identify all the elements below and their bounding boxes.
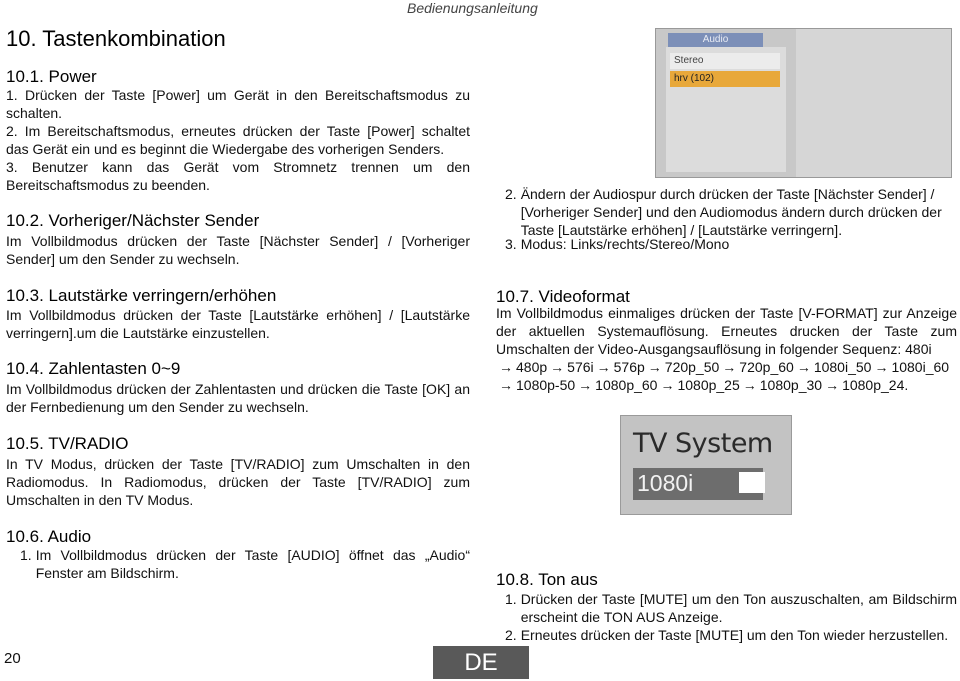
volume-body: Im Vollbildmodus drücken der Taste [Lautstärke erhöhen] / [Lautstärke verringern].um die Lautstärke einzustellen. xyxy=(6,307,470,341)
arrow-right-icon: → xyxy=(578,377,593,393)
audio-item-2-text: Ändern der Audiospur durch drücken der Taste [Nächster Sender] / [Vorheriger Sender] und den Audiomodus ändern durch drücken der Taste [Lautstärke erhöhen] / [Lautstärke verringern]. xyxy=(520,186,942,238)
seq-1080p-24: 1080p_24. xyxy=(842,377,909,393)
videoformat-body: Im Vollbildmodus einmaliges drücken der Taste [V-FORMAT] zur Anzeige der aktuellen Systemauflösung. Erneutes drucken der Taste zum Umschalten der Video-Ausgangsauflösung in folgender Sequenz: 480i xyxy=(496,305,957,357)
tvradio-body: In TV Modus, drücken der Taste [TV/RADIO] zum Umschalten in den Radiomodus. In Radiomodus, drücken der Taste [TV/RADIO] zum Umschalten in den TV Modus. xyxy=(6,456,470,508)
audio-window-screenshot xyxy=(655,28,952,178)
mute-item-1-text: Drücken der Taste [MUTE] um den Ton auszuschalten, am Bildschirm erscheint die TON AUS Anzeige. xyxy=(520,591,957,625)
mute-item-1 xyxy=(505,590,957,626)
arrow-right-icon: → xyxy=(499,377,513,393)
seq-1080p-50: 1080p-50 xyxy=(516,377,576,393)
arrow-right-icon: → xyxy=(722,359,737,375)
videoformat-sequence-line-1 xyxy=(496,358,960,376)
audio-item-2 xyxy=(505,185,957,239)
arrow-right-icon: → xyxy=(499,359,513,375)
seq-576i: 576i xyxy=(567,359,594,375)
audio-item-1-number: 1. xyxy=(20,547,32,563)
mute-item-2-number: 2. xyxy=(505,627,517,643)
arrow-right-icon: → xyxy=(742,377,757,393)
power-item-2: 2. Im Bereitschaftsmodus, erneutes drücken der Taste [Power] schaltet das Gerät ein und es beginnt die Wiedergabe des vorherigen Senders. xyxy=(6,123,470,157)
numbers-body: Im Vollbildmodus drücken der Zahlentasten und drücken die Taste [OK] an der Fernbedienung um den Sender zu wechseln. xyxy=(6,381,470,415)
audio-option-stereo: Stereo xyxy=(670,53,780,69)
audio-item-3-number: 3. xyxy=(505,236,517,252)
mute-item-2 xyxy=(505,626,957,644)
numbers-heading: 10.4. Zahlentasten 0~9 xyxy=(6,359,181,378)
audio-item-3 xyxy=(505,235,957,253)
seq-1080p-25: 1080p_25 xyxy=(677,377,740,393)
screenshot-background xyxy=(796,29,951,177)
power-item-3: 3. Benutzer kann das Gerät vom Stromnetz trennen um den Bereitschaftsmodus zu beenden. xyxy=(6,159,470,193)
seq-1080i-50: 1080i_50 xyxy=(813,359,872,375)
running-header: Bedienungsanleitung xyxy=(407,0,538,16)
arrow-right-icon: → xyxy=(660,377,675,393)
seq-720p-50: 720p_50 xyxy=(664,359,720,375)
audio-option-selected: hrv (102) xyxy=(670,71,780,87)
arrow-right-icon: → xyxy=(550,359,565,375)
prev-next-body: Im Vollbildmodus drücken der Taste [Nächster Sender] / [Vorheriger Sender] um den Sender zu wechseln. xyxy=(6,233,470,267)
volume-heading: 10.3. Lautstärke verringern/erhöhen xyxy=(6,286,277,305)
section-title: 10. Tastenkombination xyxy=(6,26,226,51)
videoformat-sequence-line-2 xyxy=(496,376,960,394)
tv-system-title: TV System xyxy=(633,428,773,459)
seq-1080i-60: 1080i_60 xyxy=(891,359,950,375)
seq-1080p-60: 1080p_60 xyxy=(595,377,658,393)
seq-576p: 576p xyxy=(613,359,645,375)
audio-item-3-text: Modus: Links/rechts/Stereo/Mono xyxy=(520,236,730,252)
videoformat-heading: 10.7. Videoformat xyxy=(496,287,630,306)
arrow-right-icon: → xyxy=(596,359,611,375)
arrow-right-icon: → xyxy=(874,359,889,375)
power-item-1: 1. Drücken der Taste [Power] um Gerät in den Bereitschaftsmodus zu schalten. xyxy=(6,87,470,121)
seq-720p-60: 720p_60 xyxy=(739,359,794,375)
audio-window-title: Audio xyxy=(668,33,763,47)
seq-1080p-30: 1080p_30 xyxy=(759,377,823,393)
prev-next-heading: 10.2. Vorheriger/Nächster Sender xyxy=(6,211,260,230)
arrow-right-icon: → xyxy=(647,359,662,375)
tv-system-screenshot xyxy=(620,415,792,515)
language-badge: DE xyxy=(433,646,529,679)
mute-item-1-number: 1. xyxy=(505,591,517,607)
tv-system-value: 1080i xyxy=(637,470,694,496)
audio-item-1 xyxy=(20,546,470,582)
audio-item-1-text: Im Vollbildmodus drücken der Taste [AUDIO] öffnet das „Audio“ Fenster am Bildschirm. xyxy=(35,547,470,581)
tv-system-cursor-box xyxy=(739,472,765,493)
page-number: 20 xyxy=(4,650,21,667)
arrow-right-icon: → xyxy=(796,359,811,375)
arrow-right-icon: → xyxy=(825,377,840,393)
seq-480p: 480p xyxy=(516,359,548,375)
audio-item-2-number: 2. xyxy=(505,186,517,202)
power-heading: 10.1. Power xyxy=(6,67,97,86)
mute-item-2-text: Erneutes drücken der Taste [MUTE] um den Ton wieder herzustellen. xyxy=(520,627,949,643)
tvradio-heading: 10.5. TV/RADIO xyxy=(6,434,129,453)
audio-heading: 10.6. Audio xyxy=(6,527,92,546)
mute-heading: 10.8. Ton aus xyxy=(496,570,598,589)
